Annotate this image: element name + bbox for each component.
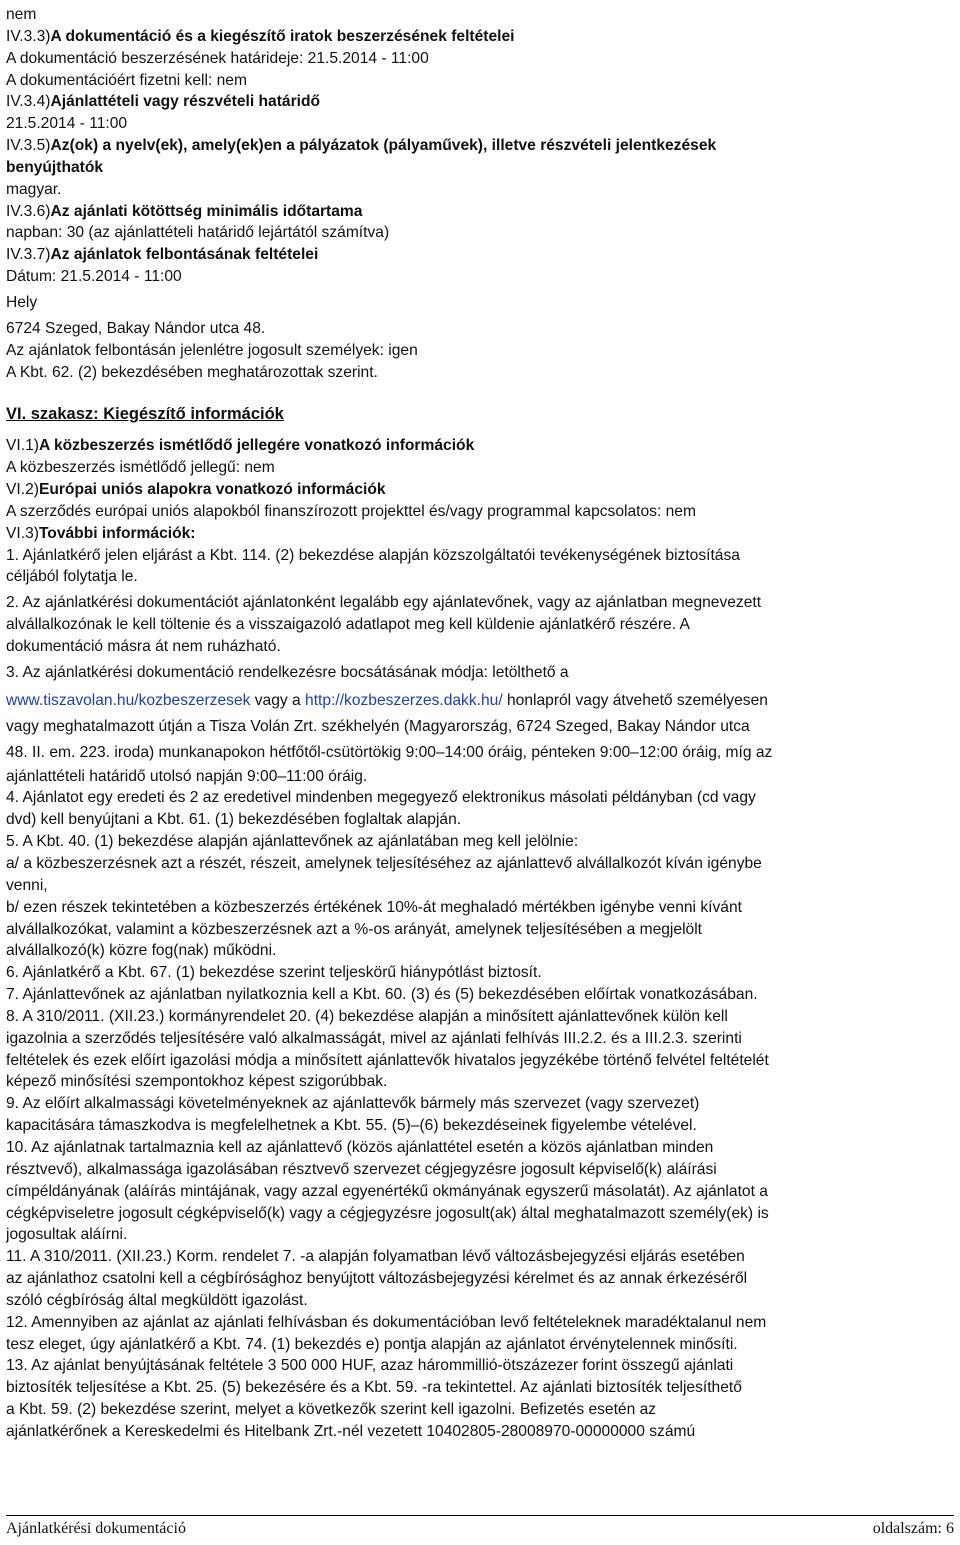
line-text: céljából folytatja le. (6, 568, 138, 586)
doc-line: a/ a közbeszerzésnek azt a részét, részeit, amelynek teljesítéséhez az ajánlattevő alvállalkozót kíván igénybe (6, 855, 762, 872)
doc-line (6, 566, 954, 588)
line-text: Az ajánlatok felbontásán jelenlétre jogosult személyek: igen (6, 341, 418, 359)
page-footer (6, 1515, 954, 1537)
doc-line: vagy meghatalmazott útján a Tisza Volán Zrt. székhelyén (Magyarország, 6724 Szeged, Bakay Nándor utca (6, 717, 750, 735)
doc-line: szóló cégbíróság által megküldött igazolást. (6, 1291, 308, 1309)
doc-line: 8. A 310/2011. (XII.23.) kormányrendelet 20. (4) bekezdése alapján a minősített ajánlattevőnek külön kell (6, 1007, 728, 1025)
doc-line (6, 318, 954, 340)
doc-line (6, 91, 954, 113)
doc-line (6, 501, 954, 523)
doc-line: alvállalkozónak le kell töltenie és a visszaigazoló adatlapot meg kell küldenie ajánlatkérő részére. A (6, 616, 690, 634)
doc-line: 6. Ajánlatkérő a Kbt. 67. (1) bekezdése szerint teljeskörű hiánypótlást biztosít. (6, 964, 542, 982)
item-2-block (6, 592, 954, 658)
dakk-link[interactable]: http://kozbeszerzes.dakk.hu/ (305, 691, 503, 709)
doc-line: 4. Ajánlatot egy eredeti és 2 az eredetivel mindenben megegyező elektronikus másolati példányban (cd vagy (6, 789, 756, 807)
item-3-text: 3. Az ajánlatkérési dokumentáció rendelkezésre bocsátásának módja: letölthető a (6, 663, 569, 681)
doc-line (6, 157, 954, 179)
document-page (6, 4, 954, 1443)
line-text: A közbeszerzés ismétlődő jellegű: nem (6, 459, 275, 477)
line-bold-title: Európai uniós alapokra vonatkozó információk (38, 481, 386, 499)
line-text: VI.2) (6, 481, 39, 499)
doc-line: tesz eleget, úgy ajánlatkérő a Kbt. 74. (1) bekezdés e) pontja alapján az ajánlatot érvénytelennek minősíti. (6, 1335, 738, 1353)
line-text: 21.5.2014 - 11:00 (6, 115, 128, 133)
line-text: napban: 30 (az ajánlattételi határidő lejártától számítva) (6, 224, 390, 242)
line-text: IV.3.6) (6, 202, 51, 220)
further-items-block (6, 766, 954, 1443)
hely-label: Hely (6, 293, 38, 311)
doc-line: b/ ezen részek tekintetében a közbeszerzés értékének 10%-át meghaladó mértékben igénybe venni kívánt (6, 898, 742, 916)
line-text: IV.3.4) (6, 93, 51, 111)
footer-title: Ajánlatkérési dokumentáció (6, 1520, 186, 1537)
line-text: 1. Ajánlatkérő jelen eljárást a Kbt. 114. (2) bekezdése alapján közszolgáltatói tevékenységének biztosítása (6, 546, 740, 564)
line-text: IV.3.7) (6, 246, 51, 264)
doc-line (6, 523, 954, 545)
doc-line (6, 435, 954, 457)
line-text: IV.3.3) (6, 27, 51, 45)
doc-line: dokumentáció másra át nem ruházható. (6, 637, 281, 655)
doc-line (6, 201, 954, 223)
doc-line: igazolnia a szerződés teljesítésére való alkalmasságát, mivel az ajánlati felhívás III.2.2. és a III.2.3. szerinti (6, 1029, 742, 1047)
url-row (6, 688, 954, 714)
doc-line (6, 4, 954, 26)
pickup-address-block (6, 714, 954, 766)
doc-line (6, 222, 954, 244)
doc-line (6, 457, 954, 479)
doc-line (6, 362, 954, 384)
doc-line: ajánlattételi határidő utolsó napján 9:00–11:00 óráig. (6, 767, 368, 785)
doc-line: cégképviseletre jogosult cégképviselő(k) vagy a cégjegyzésre jogosult(ak) által meghatalmazott személy(ek) is (6, 1204, 769, 1222)
line-text: magyar. (6, 180, 62, 198)
line-bold-title: További információk: (38, 524, 196, 542)
doc-line: biztosíték teljesítése a Kbt. 25. (5) bekezésére és a Kbt. 59. -ra tekintettel. Az ajánlati biztosíték teljesíthető (6, 1379, 742, 1397)
doc-line: címpéldányának (aláírás mintájának, vagy azzal egyenértékű okmányának egyszerű másolatát). Az ajánlatot a (6, 1182, 768, 1200)
opening-location-block (6, 318, 954, 384)
doc-line (6, 135, 954, 157)
line-bold-title: Ajánlattételi vagy részvételi határidő (50, 93, 321, 111)
doc-line: 7. Ajánlattevőnek az ajánlatban nyilatkoznia kell a Kbt. 60. (3) és (5) bekezdésében előírtak vonatkozásában. (6, 986, 758, 1004)
doc-line: venni, (6, 876, 48, 894)
line-text: VI.3) (6, 524, 39, 542)
doc-line (6, 244, 954, 266)
line-text: A dokumentáció beszerzésének határideje: 21.5.2014 - 11:00 (6, 49, 429, 67)
doc-line (6, 545, 954, 567)
doc-line: alvállalkozó(k) közre fog(nak) működni. (6, 942, 277, 960)
line-text: IV.3.5) (6, 137, 51, 155)
doc-line: 13. Az ajánlat benyújtásának feltétele 3 500 000 HUF, azaz hárommillió-ötszázezer forint összegű ajánlati (6, 1357, 734, 1375)
doc-line: alvállalkozókat, valamint a közbeszerzésnek azt a %-os arányát, amelynek teljesítésében a megjelölt (6, 920, 703, 938)
doc-line (6, 266, 954, 288)
line-text: A Kbt. 62. (2) bekezdésében meghatározottak szerint. (6, 363, 378, 381)
doc-line (6, 479, 954, 501)
doc-line: feltételek és ezek előírt igazolási módja a minősített ajánlattevők hivatalos jegyzékébe történő felvétel feltételét (6, 1051, 769, 1069)
section-iv-3 (6, 4, 954, 288)
doc-line: 48. II. em. 223. iroda) munkanapokon hétfőtől-csütörtökig 9:00–14:00 óráig, pénteken 9:00–12:00 óráig, míg az (6, 743, 773, 761)
section-vi-block (6, 435, 954, 588)
page-number: oldalszám: 6 (872, 1520, 954, 1537)
doc-line: a Kbt. 59. (2) bekezdése szerint, melyet a következők szerint kell igazolni. Befizetés esetén az (6, 1401, 657, 1419)
section-heading: VI. szakasz: Kiegészítő információk (6, 405, 284, 424)
line-bold-title: Az ajánlatok felbontásának feltételei (50, 246, 319, 264)
line-text: A dokumentációért fizetni kell: nem (6, 71, 247, 89)
doc-line: jogosultak aláírni. (6, 1226, 128, 1244)
doc-line: ajánlatkérőnek a Kereskedelmi és Hitelbank Zrt.-nél vezetett 10402805-28008970-00000000 számú (6, 1422, 696, 1440)
doc-line: 2. Az ajánlatkérési dokumentációt ajánlatonként legalább egy ajánlatevőnek, vagy az ajánlatban megnevezett (6, 594, 762, 612)
doc-line: képező minősítési szempontokhoz képest szigorúbbak. (6, 1073, 388, 1091)
doc-line: az ajánlathoz csatolni kell a cégbírósághoz benyújtott változásbejegyzési kérelmet és az annak érkezéséről (6, 1270, 748, 1288)
url-row-mid: vagy a (250, 691, 306, 709)
doc-line: 9. Az előírt alkalmassági követelményeknek az ajánlattevők bármely más szervezet (vagy szervezet) (6, 1095, 700, 1113)
line-text: A szerződés európai uniós alapokból finanszírozott projekttel és/vagy programmal kapcsolatos: nem (6, 502, 696, 520)
doc-line (6, 179, 954, 201)
doc-line (6, 340, 954, 362)
doc-line: 11. A 310/2011. (XII.23.) Korm. rendelet 7. -a alapján folyamatban lévő változásbejegyzési eljárás esetében (6, 1248, 745, 1266)
doc-line (6, 70, 954, 92)
line-text: 6724 Szeged, Bakay Nándor utca 48. (6, 319, 266, 337)
line-bold-title: benyújthatók (6, 158, 104, 176)
line-bold-title: A dokumentáció és a kiegészítő iratok beszerzésének feltételei (50, 27, 515, 45)
doc-line (6, 48, 954, 70)
url-row-tail: honlapról vagy átvehető személyesen (502, 691, 768, 709)
doc-line: 10. Az ajánlatnak tartalmaznia kell az ajánlattevő (közös ajánlattétel esetén a közös ajánlatban minden (6, 1138, 714, 1156)
line-text: Dátum: 21.5.2014 - 11:00 (6, 268, 182, 286)
doc-line (6, 113, 954, 135)
doc-line: 5. A Kbt. 40. (1) bekezdése alapján ajánlattevőnek az ajánlatában meg kell jelölnie: (6, 833, 579, 851)
line-bold-title: Az(ok) a nyelv(ek), amely(ek)en a pályázatok (pályaművek), illetve részvételi jelentkezések (50, 137, 717, 155)
doc-line: 12. Amennyiben az ajánlat az ajánlati felhívásban és dokumentációban levő feltételeknek maradéktalanul nem (6, 1313, 767, 1331)
tiszavolan-link[interactable]: www.tiszavolan.hu/kozbeszerzesek (6, 691, 251, 709)
doc-line: kapacitására támaszkodva is megfelelhetnek a Kbt. 55. (5)–(6) bekezdéseinek figyelembe vételével. (6, 1117, 697, 1135)
line-text: VI.1) (6, 437, 39, 455)
doc-line: résztvevő), alkalmassága igazolásában résztvevő szervezet cégjegyzésre jogosult képviselő(k) aláírási (6, 1160, 717, 1178)
doc-line: dvd) kell benyújtani a Kbt. 61. (1) bekezdésében foglaltak alapján. (6, 811, 462, 829)
line-bold-title: A közbeszerzés ismétlődő jellegére vonatkozó információk (38, 437, 475, 455)
line-bold-title: Az ajánlati kötöttség minimális időtartama (50, 202, 363, 220)
doc-line (6, 26, 954, 48)
line-text: nem (6, 6, 37, 23)
